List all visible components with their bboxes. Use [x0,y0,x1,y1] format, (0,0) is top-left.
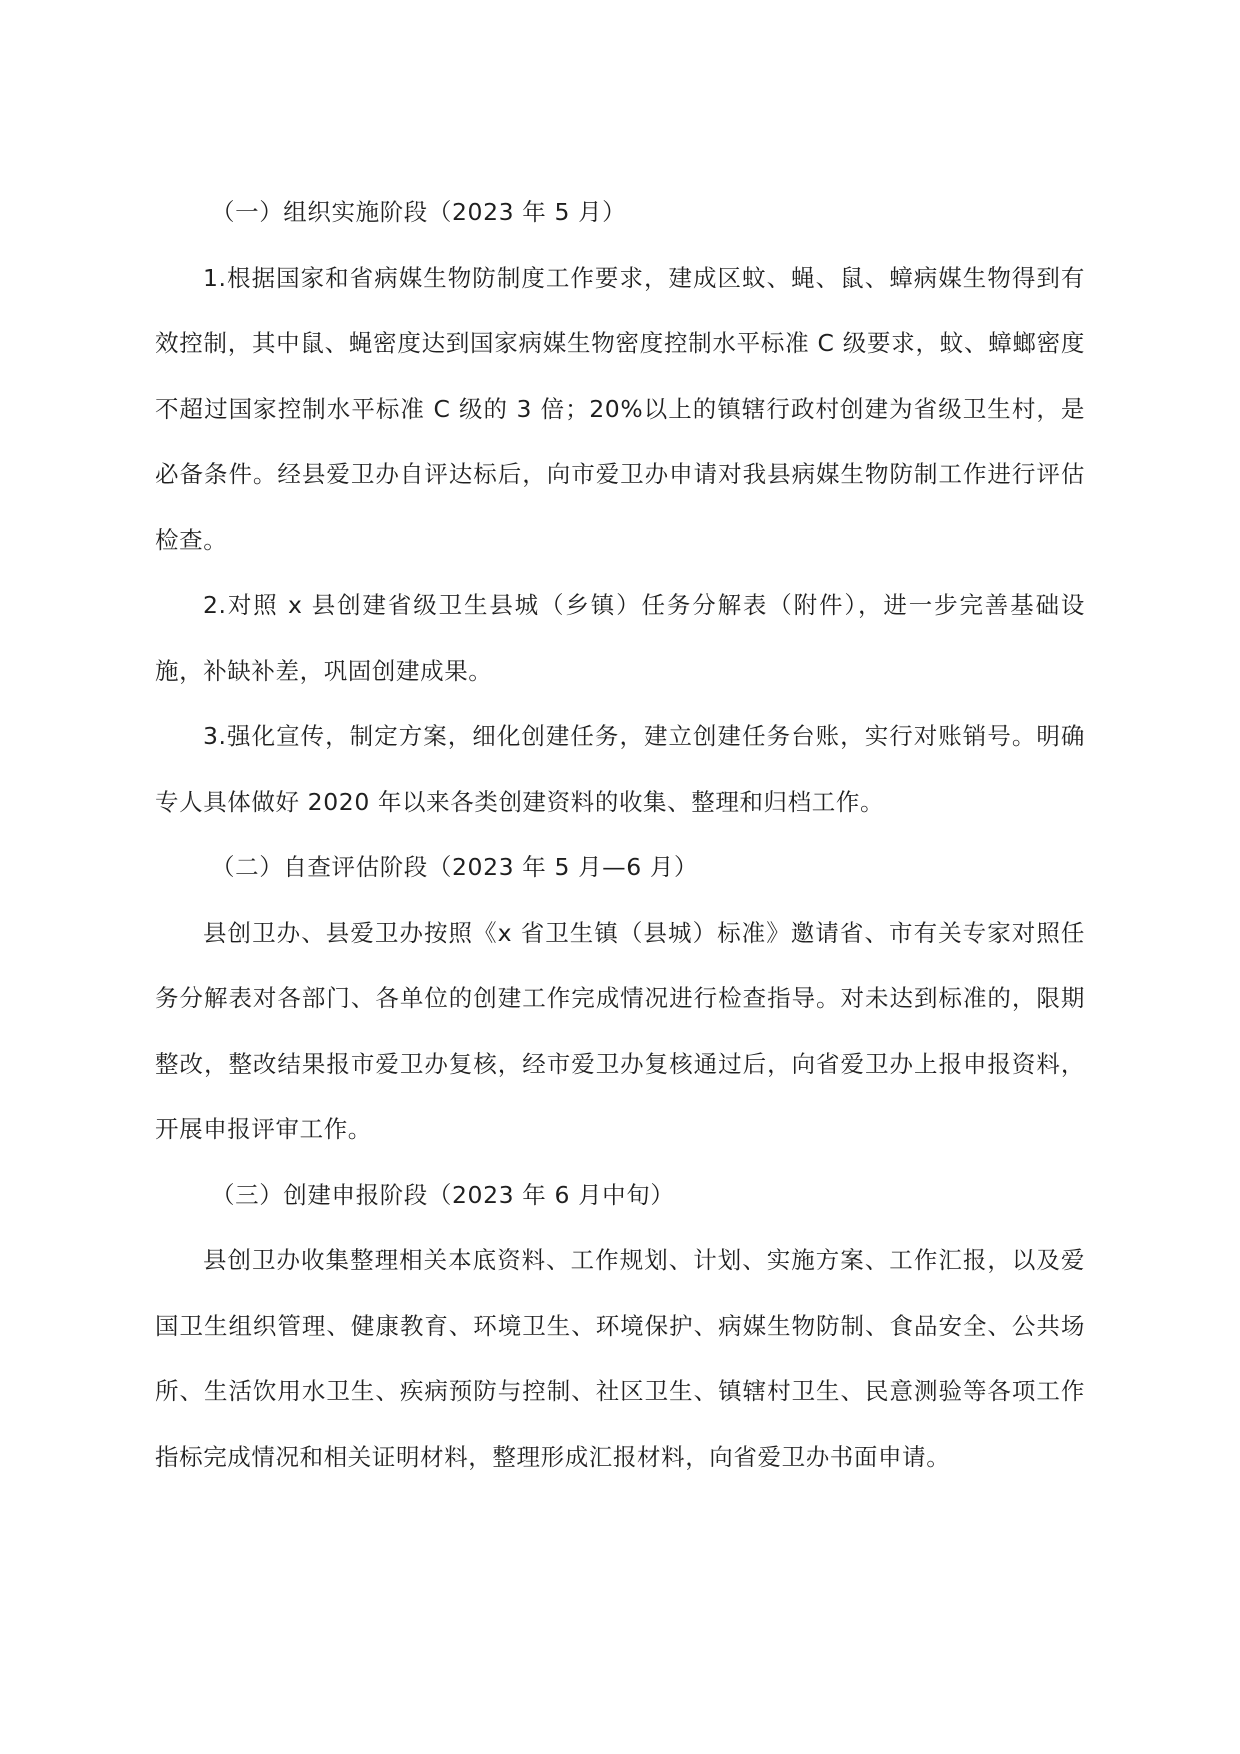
body-paragraph-task-table: 2.对照 x 县创建省级卫生县城（乡镇）任务分解表（附件），进一步完善基础设施，补缺补差，巩固创建成果。 [155,591,1085,685]
body-paragraph-inspection: 县创卫办、县爱卫办按照《x 省卫生镇（县城）标准》邀请省、市有关专家对照任务分解表对各部门、各单位的创建工作完成情况进行检查指导。对未达到标准的，限期整改，整改结果报市爱卫办复核，经市爱卫办复核通过后，向省爱卫办上报申报资料，开展申报评审工作。 [155,918,1085,1143]
body-paragraph-vector-control: 1.根据国家和省病媒生物防制度工作要求，建成区蚊、蝇、鼠、蟑病媒生物得到有效控制，其中鼠、蝇密度达到国家病媒生物密度控制水平标准 C 级要求，蚊、蟑螂密度不超过国家控制水平标准 C 级的 3 倍；20%以上的镇辖行政村创建为省级卫生村，是必备条件。经县爱卫办自评达标后，向市爱卫办申请对我县病媒生物防制工作进行评估检查。 [155,263,1085,554]
section-heading-self-assessment: （二）自查评估阶段（2023 年 5 月—6 月） [211,853,699,881]
body-paragraph-publicity: 3.强化宣传，制定方案，细化创建任务，建立创建任务台账，实行对账销号。明确专人具体做好 2020 年以来各类创建资料的收集、整理和归档工作。 [155,722,1085,816]
body-paragraph-materials: 县创卫办收集整理相关本底资料、工作规划、计划、实施方案、工作汇报，以及爱国卫生组织管理、健康教育、环境卫生、环境保护、病媒生物防制、食品安全、公共场所、生活饮用水卫生、疾病预防与控制、社区卫生、镇辖村卫生、民意测验等各项工作指标完成情况和相关证明材料，整理形成汇报材料，向省爱卫办书面申请。 [155,1246,1085,1471]
section-heading-implementation: （一）组织实施阶段（2023 年 5 月） [211,198,627,226]
section-heading-application: （三）创建申报阶段（2023 年 6 月中旬） [211,1180,675,1209]
document-body [155,180,1085,1490]
